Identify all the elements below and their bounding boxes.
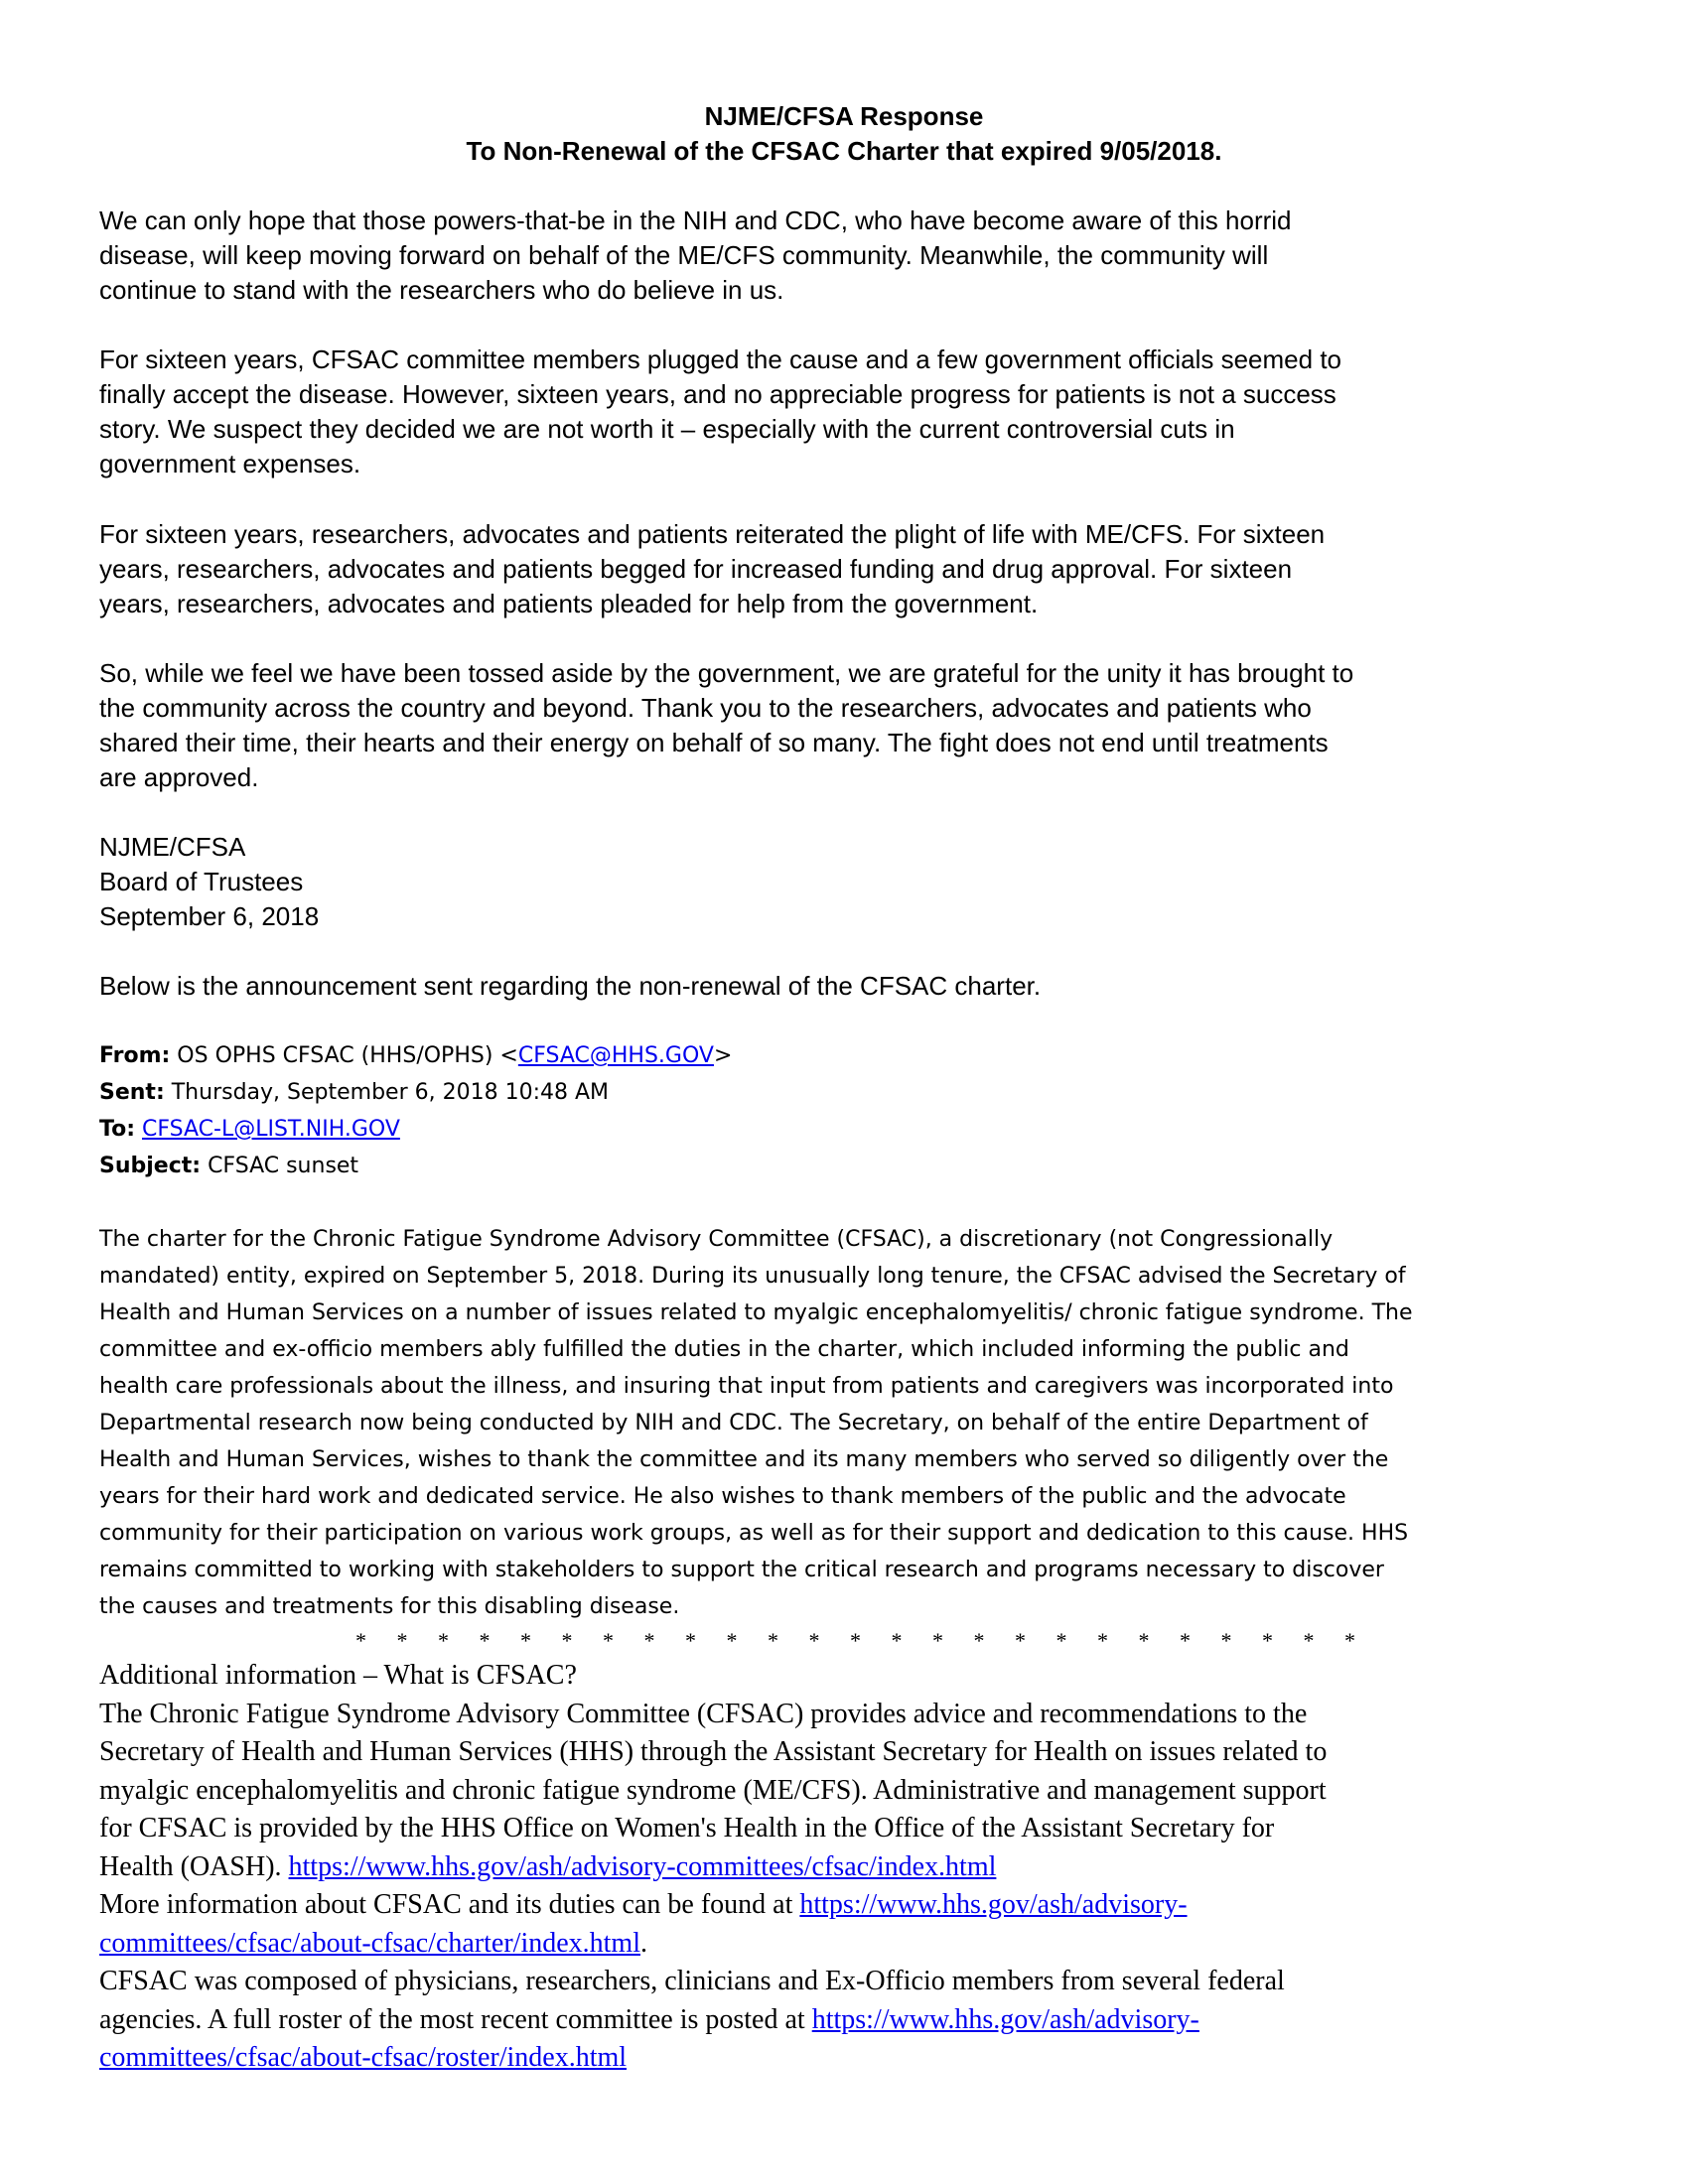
signature-board: Board of Trustees — [99, 867, 304, 896]
text-line: the causes and treatments for this disabling disease. — [99, 1594, 680, 1619]
text-line: For sixteen years, CFSAC committee members plugged the cause and a few government officials seemed to — [99, 344, 1341, 374]
announcement-intro — [99, 969, 1589, 1004]
intro-paragraph-3 — [99, 517, 1589, 621]
text-line: are approved. — [99, 762, 259, 792]
more-info-text: More information about CFSAC and its duties can be found at — [99, 1889, 800, 1920]
text-line: health care professionals about the illness, and insuring that input from patients and caregivers was incorporated into — [99, 1374, 1394, 1399]
from-name: OS OPHS CFSAC (HHS/OPHS) < — [170, 1043, 518, 1068]
additional-information — [99, 1657, 1618, 2078]
text-line: years, researchers, advocates and patients begged for increased funding and drug approval. For sixteen — [99, 554, 1293, 584]
text-line: remains committed to working with stakeholders to support the critical research and programs necessary to discover — [99, 1558, 1384, 1582]
intro-paragraph-4 — [99, 656, 1589, 795]
email-subject — [99, 1148, 1589, 1184]
signature-org: NJME/CFSA — [99, 832, 246, 862]
text-line: Health and Human Services, wishes to thank the committee and its many members who served so diligently over the — [99, 1447, 1389, 1472]
additional-heading: Additional information – What is CFSAC? — [99, 1660, 577, 1691]
to-label: To: — [99, 1117, 135, 1142]
text-line: Secretary of Health and Human Services (HHS) through the Assistant Secretary for Health on issues related to — [99, 1736, 1328, 1767]
text-line: continue to stand with the researchers who do believe in us. — [99, 275, 784, 305]
text-line: committee and ex-officio members ably fulfilled the duties in the charter, which included informing the public and — [99, 1337, 1349, 1362]
to-email-link[interactable]: CFSAC-L@LIST.NIH.GOV — [142, 1117, 400, 1142]
text-line: for CFSAC is provided by the HHS Office on Women's Health in the Office of the Assistant Secretary for — [99, 1813, 1275, 1843]
star-separator: * * * * * * * * * * * * * * * * * * * * * * * * * — [355, 1628, 1368, 1653]
document-title — [0, 99, 1688, 169]
signature-date: September 6, 2018 — [99, 901, 320, 931]
cfsac-index-link[interactable]: https://www.hhs.gov/ash/advisory-committees/cfsac/index.html — [288, 1850, 997, 1882]
text-line: We can only hope that those powers-that-be in the NIH and CDC, who have become aware of this horrid — [99, 205, 1292, 235]
email-to — [99, 1111, 1589, 1148]
sent-value: Thursday, September 6, 2018 10:48 AM — [164, 1080, 610, 1105]
text-line: CFSAC was composed of physicians, researchers, clinicians and Ex-Officio members from several federal — [99, 1966, 1285, 1996]
text-line: the community across the country and beyond. Thank you to the researchers, advocates and patients who — [99, 693, 1312, 723]
text-line: shared their time, their hearts and their energy on behalf of so many. The fight does not end until treatments — [99, 728, 1329, 757]
oash-line — [99, 1848, 1618, 1887]
signature-block — [99, 830, 1589, 934]
roster-link-part-2[interactable]: committees/cfsac/about-cfsac/roster/index.html — [99, 2042, 628, 2073]
text-line: disease, will keep moving forward on behalf of the ME/CFS community. Meanwhile, the community will — [99, 240, 1269, 270]
title-line-2: To Non-Renewal of the CFSAC Charter that expired 9/05/2018. — [466, 136, 1222, 166]
email-body — [99, 1221, 1589, 1625]
text-line: myalgic encephalomyelitis and chronic fatigue syndrome (ME/CFS). Administrative and management support — [99, 1774, 1327, 1806]
text-line: years, researchers, advocates and patients pleaded for help from the government. — [99, 589, 1039, 618]
charter-link-part-2[interactable]: committees/cfsac/about-cfsac/charter/index.html — [99, 1927, 640, 1959]
text-line: The charter for the Chronic Fatigue Syndrome Advisory Committee (CFSAC), a discretionary (not Congressionally — [99, 1227, 1334, 1252]
text-line: The Chronic Fatigue Syndrome Advisory Committee (CFSAC) provides advice and recommendations to the — [99, 1698, 1308, 1729]
text-line: Departmental research now being conducted by NIH and CDC. The Secretary, on behalf of the entire Department of — [99, 1411, 1368, 1435]
roster-link-line — [99, 2039, 1618, 2078]
intro-paragraph-2 — [99, 342, 1589, 481]
text-line: government expenses. — [99, 449, 361, 478]
email-from — [99, 1037, 1589, 1074]
charter-link-line — [99, 1925, 1618, 1964]
subject-label: Subject: — [99, 1154, 202, 1178]
email-header — [99, 1037, 1589, 1184]
roster-text: agencies. A full roster of the most recent committee is posted at — [99, 2003, 812, 2035]
text-line: years for their hard work and dedicated service. He also wishes to thank members of the public and the advocate — [99, 1484, 1346, 1509]
charter-link-after: . — [640, 1927, 647, 1959]
charter-link-part-1[interactable]: https://www.hhs.gov/ash/advisory- — [799, 1889, 1188, 1920]
text-line: For sixteen years, researchers, advocates and patients reiterated the plight of life with ME/CFS. For sixteen — [99, 519, 1326, 549]
from-email-link[interactable]: CFSAC@HHS.GOV — [517, 1043, 714, 1068]
from-close: > — [713, 1043, 733, 1068]
roster-line — [99, 2001, 1618, 2040]
roster-link-part-1[interactable]: https://www.hhs.gov/ash/advisory- — [811, 2003, 1199, 2035]
email-sent — [99, 1074, 1589, 1111]
from-label: From: — [99, 1043, 171, 1068]
oash-text: Health (OASH). — [99, 1850, 289, 1882]
intro-paragraph-1 — [99, 204, 1589, 308]
text-line: finally accept the disease. However, sixteen years, and no appreciable progress for patients is not a success — [99, 379, 1336, 409]
text-line: community for their participation on various work groups, as well as for their support and dedication to this cause. HHS — [99, 1521, 1409, 1546]
text-line: mandated) entity, expired on September 5, 2018. During its unusually long tenure, the CFSAC advised the Secretary of — [99, 1264, 1406, 1289]
text-line: Health and Human Services on a number of issues related to myalgic encephalomyelitis/ chronic fatigue syndrome. The — [99, 1300, 1413, 1325]
more-info-line — [99, 1886, 1618, 1925]
title-line-1: NJME/CFSA Response — [704, 101, 984, 131]
text-line: So, while we feel we have been tossed aside by the government, we are grateful for the unity it has brought to — [99, 658, 1354, 688]
subject-value: CFSAC sunset — [201, 1154, 359, 1178]
sent-label: Sent: — [99, 1080, 165, 1105]
below-note: Below is the announcement sent regarding the non-renewal of the CFSAC charter. — [99, 971, 1042, 1001]
text-line: story. We suspect they decided we are not worth it – especially with the current controversial cuts in — [99, 414, 1235, 444]
